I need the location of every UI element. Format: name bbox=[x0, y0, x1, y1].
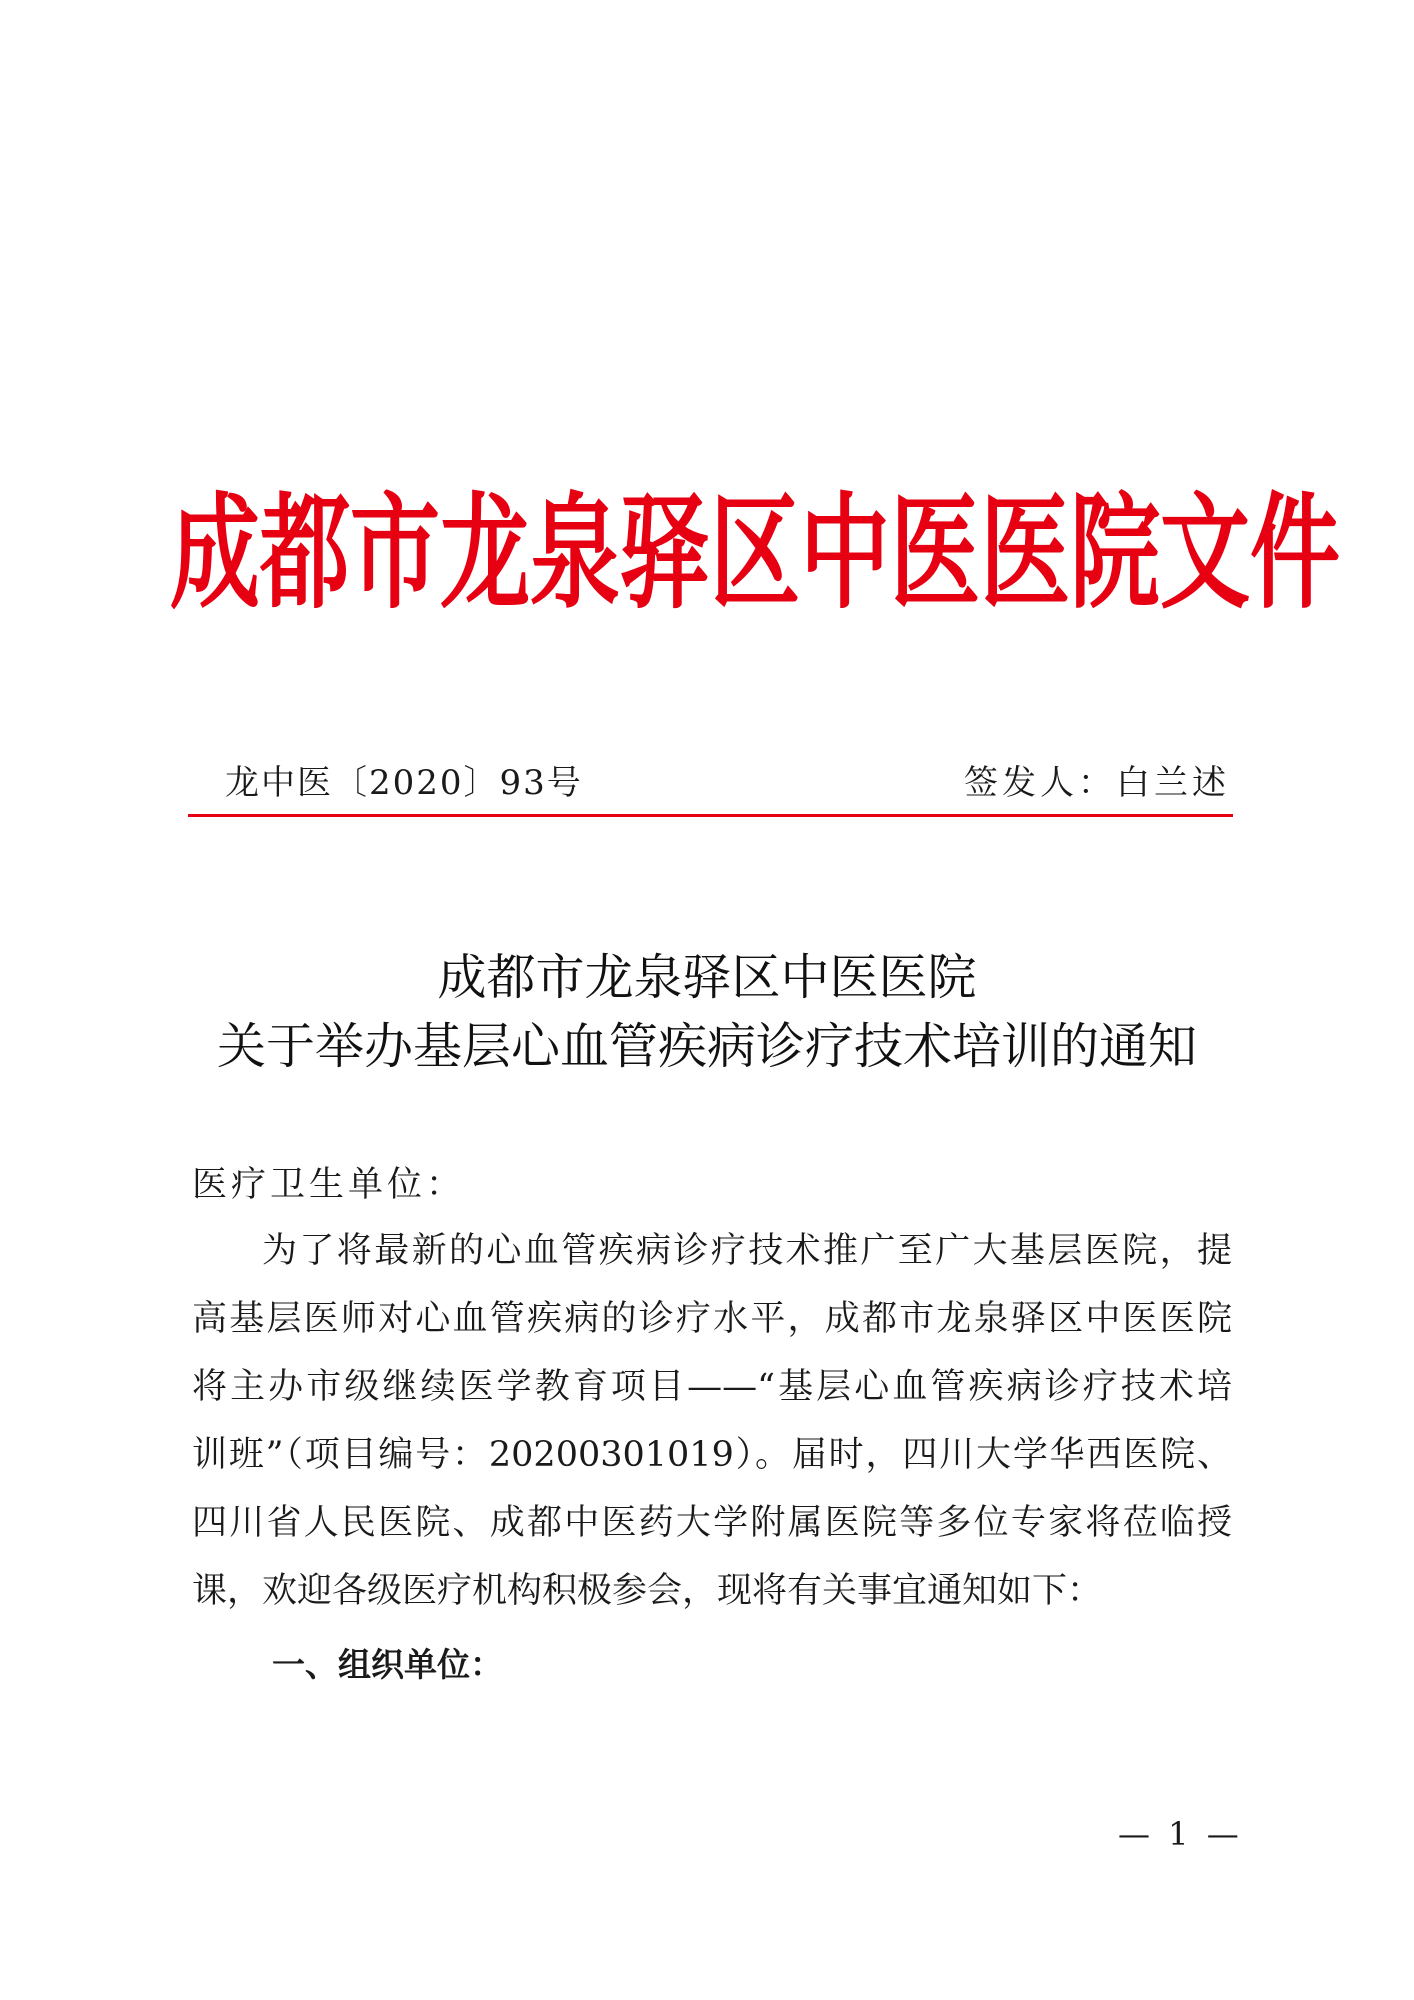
paragraph-line: 高基层医师对心血管疾病的诊疗水平，成都市龙泉驿区中医医院 bbox=[192, 1299, 1232, 1339]
signer bbox=[964, 758, 1230, 808]
paragraph-line: 为了将最新的心血管疾病诊疗技术推广至广大基层医院，提 bbox=[262, 1231, 1232, 1271]
section-heading: 一、组织单位： bbox=[272, 1645, 503, 1684]
document-number: 龙中医〔2020〕93号 bbox=[225, 763, 583, 803]
notice-title-line-1: 成都市龙泉驿区中医医院 bbox=[437, 949, 977, 1006]
paragraph-line: 训班”（项目编号：20200301019）。届时，四川大学华西医院、 bbox=[192, 1435, 1232, 1475]
signer-name: 白兰述 bbox=[1116, 763, 1230, 803]
paragraph-line: 将主办市级继续医学教育项目——“基层心血管疾病诊疗技术培 bbox=[192, 1367, 1232, 1407]
red-divider-line bbox=[188, 814, 1233, 817]
masthead-title: 成都市龙泉驿区中医医院文件 bbox=[170, 479, 1340, 627]
signer-label: 签发人： bbox=[964, 763, 1116, 803]
paragraph-line: 四川省人民医院、成都中医药大学附属医院等多位专家将莅临授 bbox=[192, 1503, 1232, 1543]
page-number: — 1 — bbox=[1118, 1815, 1243, 1853]
paragraph-line: 课，欢迎各级医疗机构积极参会，现将有关事宜通知如下： bbox=[192, 1571, 1103, 1611]
notice-title-line-2: 关于举办基层心血管疾病诊疗技术培训的通知 bbox=[216, 1018, 1197, 1075]
salutation: 医疗卫生单位： bbox=[192, 1165, 466, 1205]
document-number-line bbox=[190, 758, 1230, 808]
